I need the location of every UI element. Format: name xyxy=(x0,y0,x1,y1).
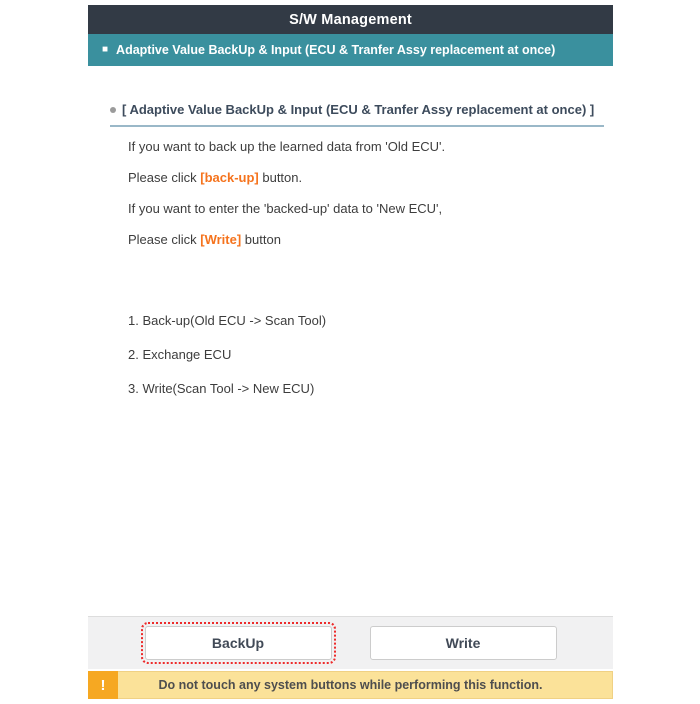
page-title: S/W Management xyxy=(289,11,412,28)
highlighted-button-name: [back-up] xyxy=(200,170,259,185)
square-bullet-icon: ■ xyxy=(102,44,109,55)
instruction-text: button. xyxy=(258,170,303,185)
instruction-line xyxy=(128,232,613,248)
write-button[interactable]: Write xyxy=(370,626,557,660)
instruction-text: If you want to back up the learned data from 'Old ECU'. xyxy=(128,139,446,154)
warning-exclamation-icon: ! xyxy=(88,671,118,699)
instruction-text: button xyxy=(241,232,281,247)
sw-management-panel xyxy=(88,5,613,699)
instruction-line xyxy=(128,139,613,155)
section-title: [ Adaptive Value BackUp & Input (ECU & Tranfer Assy replacement at once) ] xyxy=(122,102,595,117)
backup-button[interactable]: BackUp xyxy=(145,626,332,660)
function-title-bar xyxy=(88,34,613,66)
instruction-text: Please click xyxy=(128,232,201,247)
instruction-line xyxy=(128,170,613,186)
header-bar xyxy=(88,5,613,34)
warning-text: Do not touch any system buttons while performing this function. xyxy=(158,678,543,692)
steps-list xyxy=(88,313,613,397)
highlighted-button-name: [Write] xyxy=(200,232,242,247)
step-item: 2. Exchange ECU xyxy=(128,347,232,362)
instruction-text: Please click xyxy=(128,170,201,185)
instruction-text: If you want to enter the 'backed-up' data to 'New ECU', xyxy=(128,201,443,216)
bullet-icon xyxy=(110,107,116,113)
section-heading xyxy=(110,102,604,127)
instruction-line xyxy=(128,201,613,217)
content-area xyxy=(88,66,613,616)
warning-bar xyxy=(88,671,613,699)
step-item: 1. Back-up(Old ECU -> Scan Tool) xyxy=(128,313,327,328)
step-item: 3. Write(Scan Tool -> New ECU) xyxy=(128,381,315,396)
button-bar xyxy=(88,616,613,669)
function-title: Adaptive Value BackUp & Input (ECU & Tranfer Assy replacement at once) xyxy=(116,43,556,57)
